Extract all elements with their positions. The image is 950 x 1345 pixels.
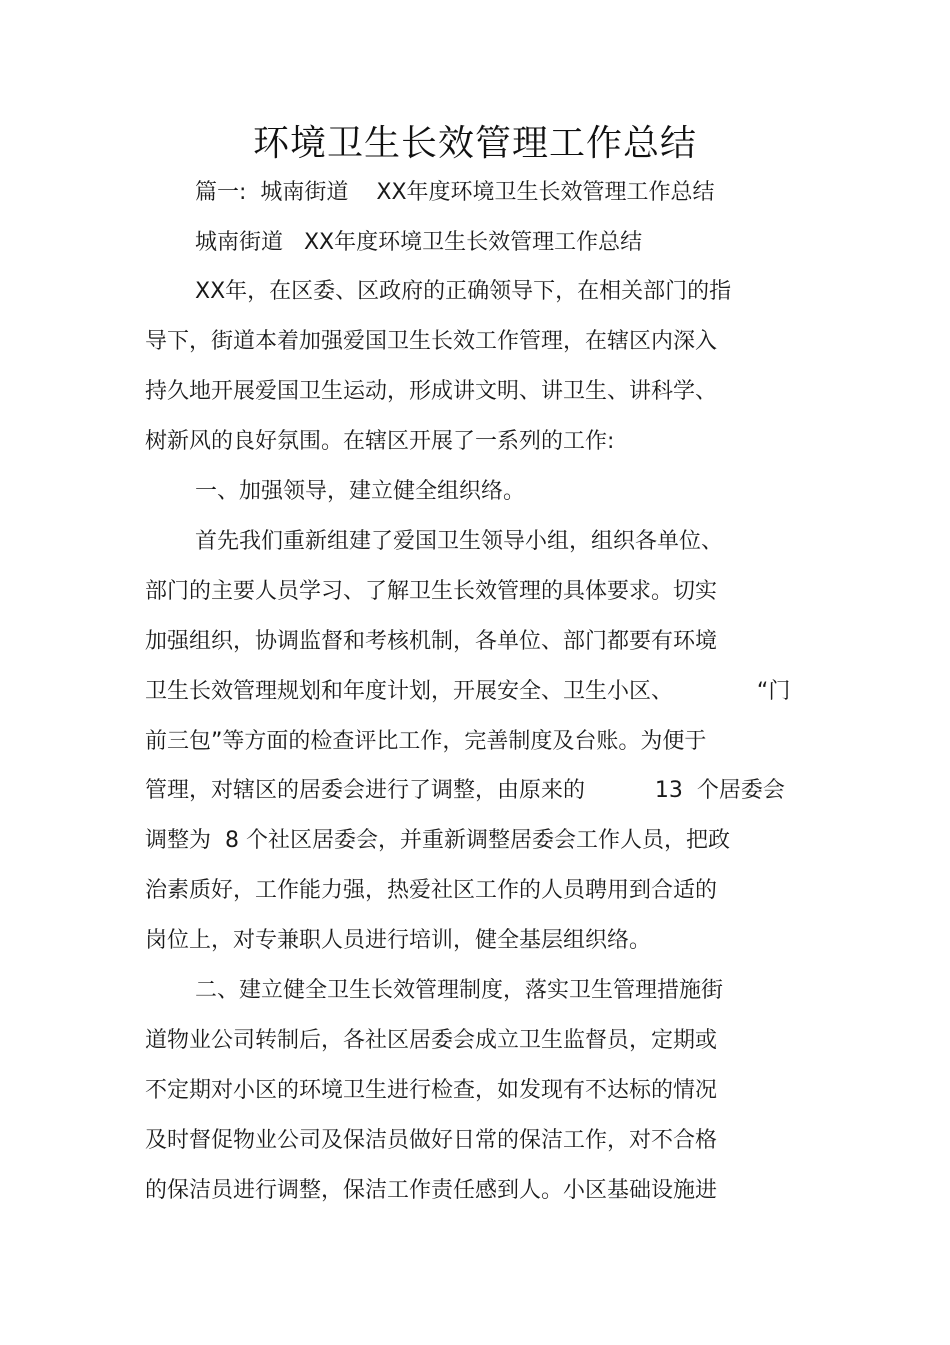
paragraph-line: 调整为 8 个社区居委会，并重新调整居委会工作人员，把政 [145, 828, 730, 853]
paragraph-line: 道物业公司转制后，各社区居委会成立卫生监督员，定期或 [145, 1028, 718, 1053]
paragraph-line: 首先我们重新组建了爱国卫生领导小组，组织各单位、 [195, 529, 724, 554]
document-title: 环境卫生长效管理工作总结 [252, 123, 697, 164]
paragraph-line: 加强组织，协调监督和考核机制，各单位、部门都要有环境 [145, 629, 718, 654]
paragraph-line: 导下，街道本着加强爱国卫生长效工作管理，在辖区内深入 [145, 329, 718, 354]
paragraph-line: 不定期对小区的环境卫生进行检查，如发现有不达标的情况 [145, 1078, 718, 1103]
paragraph-line: 管理，对辖区的居委会进行了调整，由原来的 13 个居委会 [145, 778, 785, 803]
subtitle-line: 篇一: 城南街道 XX年度环境卫生长效管理工作总结 [195, 180, 715, 205]
paragraph-line: 前三包”等方面的检查评比工作，完善制度及台账。为便于 [145, 729, 707, 754]
paragraph-line: 及时督促物业公司及保洁员做好日常的保洁工作，对不合格 [145, 1128, 718, 1153]
paragraph-line: 树新风的良好氛围。在辖区开展了一系列的工作: [145, 429, 615, 454]
paragraph-line: 卫生长效管理规划和年度计划，开展安全、卫生小区、 “门 [145, 679, 791, 704]
paragraph-line: XX年，在区委、区政府的正确领导下，在相关部门的指 [195, 279, 732, 304]
paragraph-line: 持久地开展爱国卫生运动，形成讲文明、讲卫生、讲科学、 [145, 379, 718, 404]
paragraph-line: 部门的主要人员学习、了解卫生长效管理的具体要求。切实 [145, 579, 718, 604]
subheading-line: 城南街道 XX年度环境卫生长效管理工作总结 [195, 230, 643, 255]
paragraph-line: 治素质好，工作能力强，热爱社区工作的人员聘用到合适的 [145, 878, 718, 903]
paragraph-line: 岗位上，对专兼职人员进行培训，健全基层组织络。 [145, 928, 652, 953]
paragraph-line: 的保洁员进行调整，保洁工作责任感到人。小区基础设施进 [145, 1178, 718, 1203]
section-heading-line: 一、加强领导，建立健全组织络。 [195, 479, 526, 504]
section-heading-line: 二、建立健全卫生长效管理制度，落实卫生管理措施街 [195, 978, 724, 1003]
